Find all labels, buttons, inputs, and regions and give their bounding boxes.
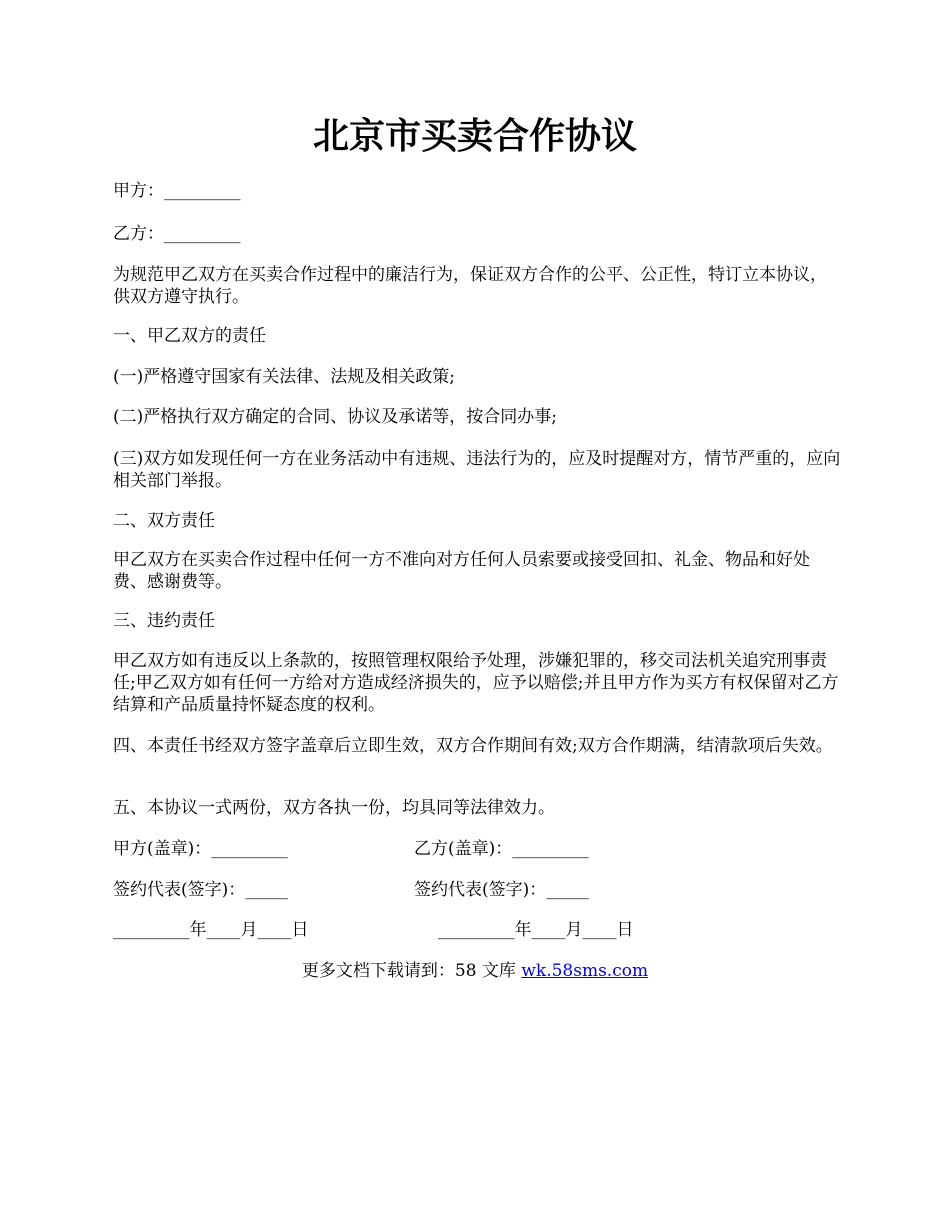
footer-text: 更多文档下载请到：58 文库: [301, 961, 522, 981]
date-a-line: _________年____月____日: [113, 920, 309, 940]
section1-item2: (二)严格执行双方确定的合同、协议及承诺等，按合同办事;: [113, 407, 557, 427]
document-title: 北京市买卖合作协议: [312, 115, 637, 157]
section3-text: 甲乙双方如有违反以上条款的，按照管理权限给予处理，涉嫌犯罪的，移交司法机关追究刑事责任;甲乙双方如有任何一方给对方造成经济损失的，应予以赔偿;并且甲方作为买方有权保留对乙方结算和产品质量持怀疑态度的权利。: [113, 651, 839, 715]
rep-b-sign-line: 签约代表(签字)：_____: [414, 880, 589, 900]
section1-item3: (三)双方如发现任何一方在业务活动中有违规、违法行为的，应及时提醒对方，情节严重的，应向相关部门举报。: [113, 449, 841, 491]
section1-heading: 一、甲乙双方的责任: [113, 326, 266, 346]
rep-a-sign-line: 签约代表(签字)：_____: [113, 880, 288, 900]
party-b-line: 乙方：_________: [113, 224, 241, 244]
section3-heading: 三、违约责任: [113, 611, 215, 631]
party-a-line: 甲方：_________: [113, 181, 241, 201]
party-a-seal-line: 甲方(盖章)：_________: [113, 839, 288, 859]
section2-heading: 二、双方责任: [113, 511, 215, 531]
party-b-seal-line: 乙方(盖章)：_________: [414, 839, 589, 859]
footer-link[interactable]: wk.58sms.com: [521, 961, 649, 981]
date-b-line: _________年____月____日: [438, 920, 634, 940]
intro-paragraph: 为规范甲乙双方在买卖合作过程中的廉洁行为，保证双方合作的公平、公正性，特订立本协议，供双方遵守执行。: [113, 265, 827, 307]
section1-item1: (一)严格遵守国家有关法律、法规及相关政策;: [113, 367, 455, 387]
footer: [0, 960, 950, 982]
section2-text: 甲乙双方在买卖合作过程中任何一方不准向对方任何人员索要或接受回扣、礼金、物品和好处费、感谢费等。: [113, 550, 810, 592]
section4-text: 四、本责任书经双方签字盖章后立即生效，双方合作期间有效;双方合作期满，结清款项后失效。: [113, 736, 833, 756]
section5-text: 五、本协议一式两份，双方各执一份，均具同等法律效力。: [113, 798, 555, 818]
